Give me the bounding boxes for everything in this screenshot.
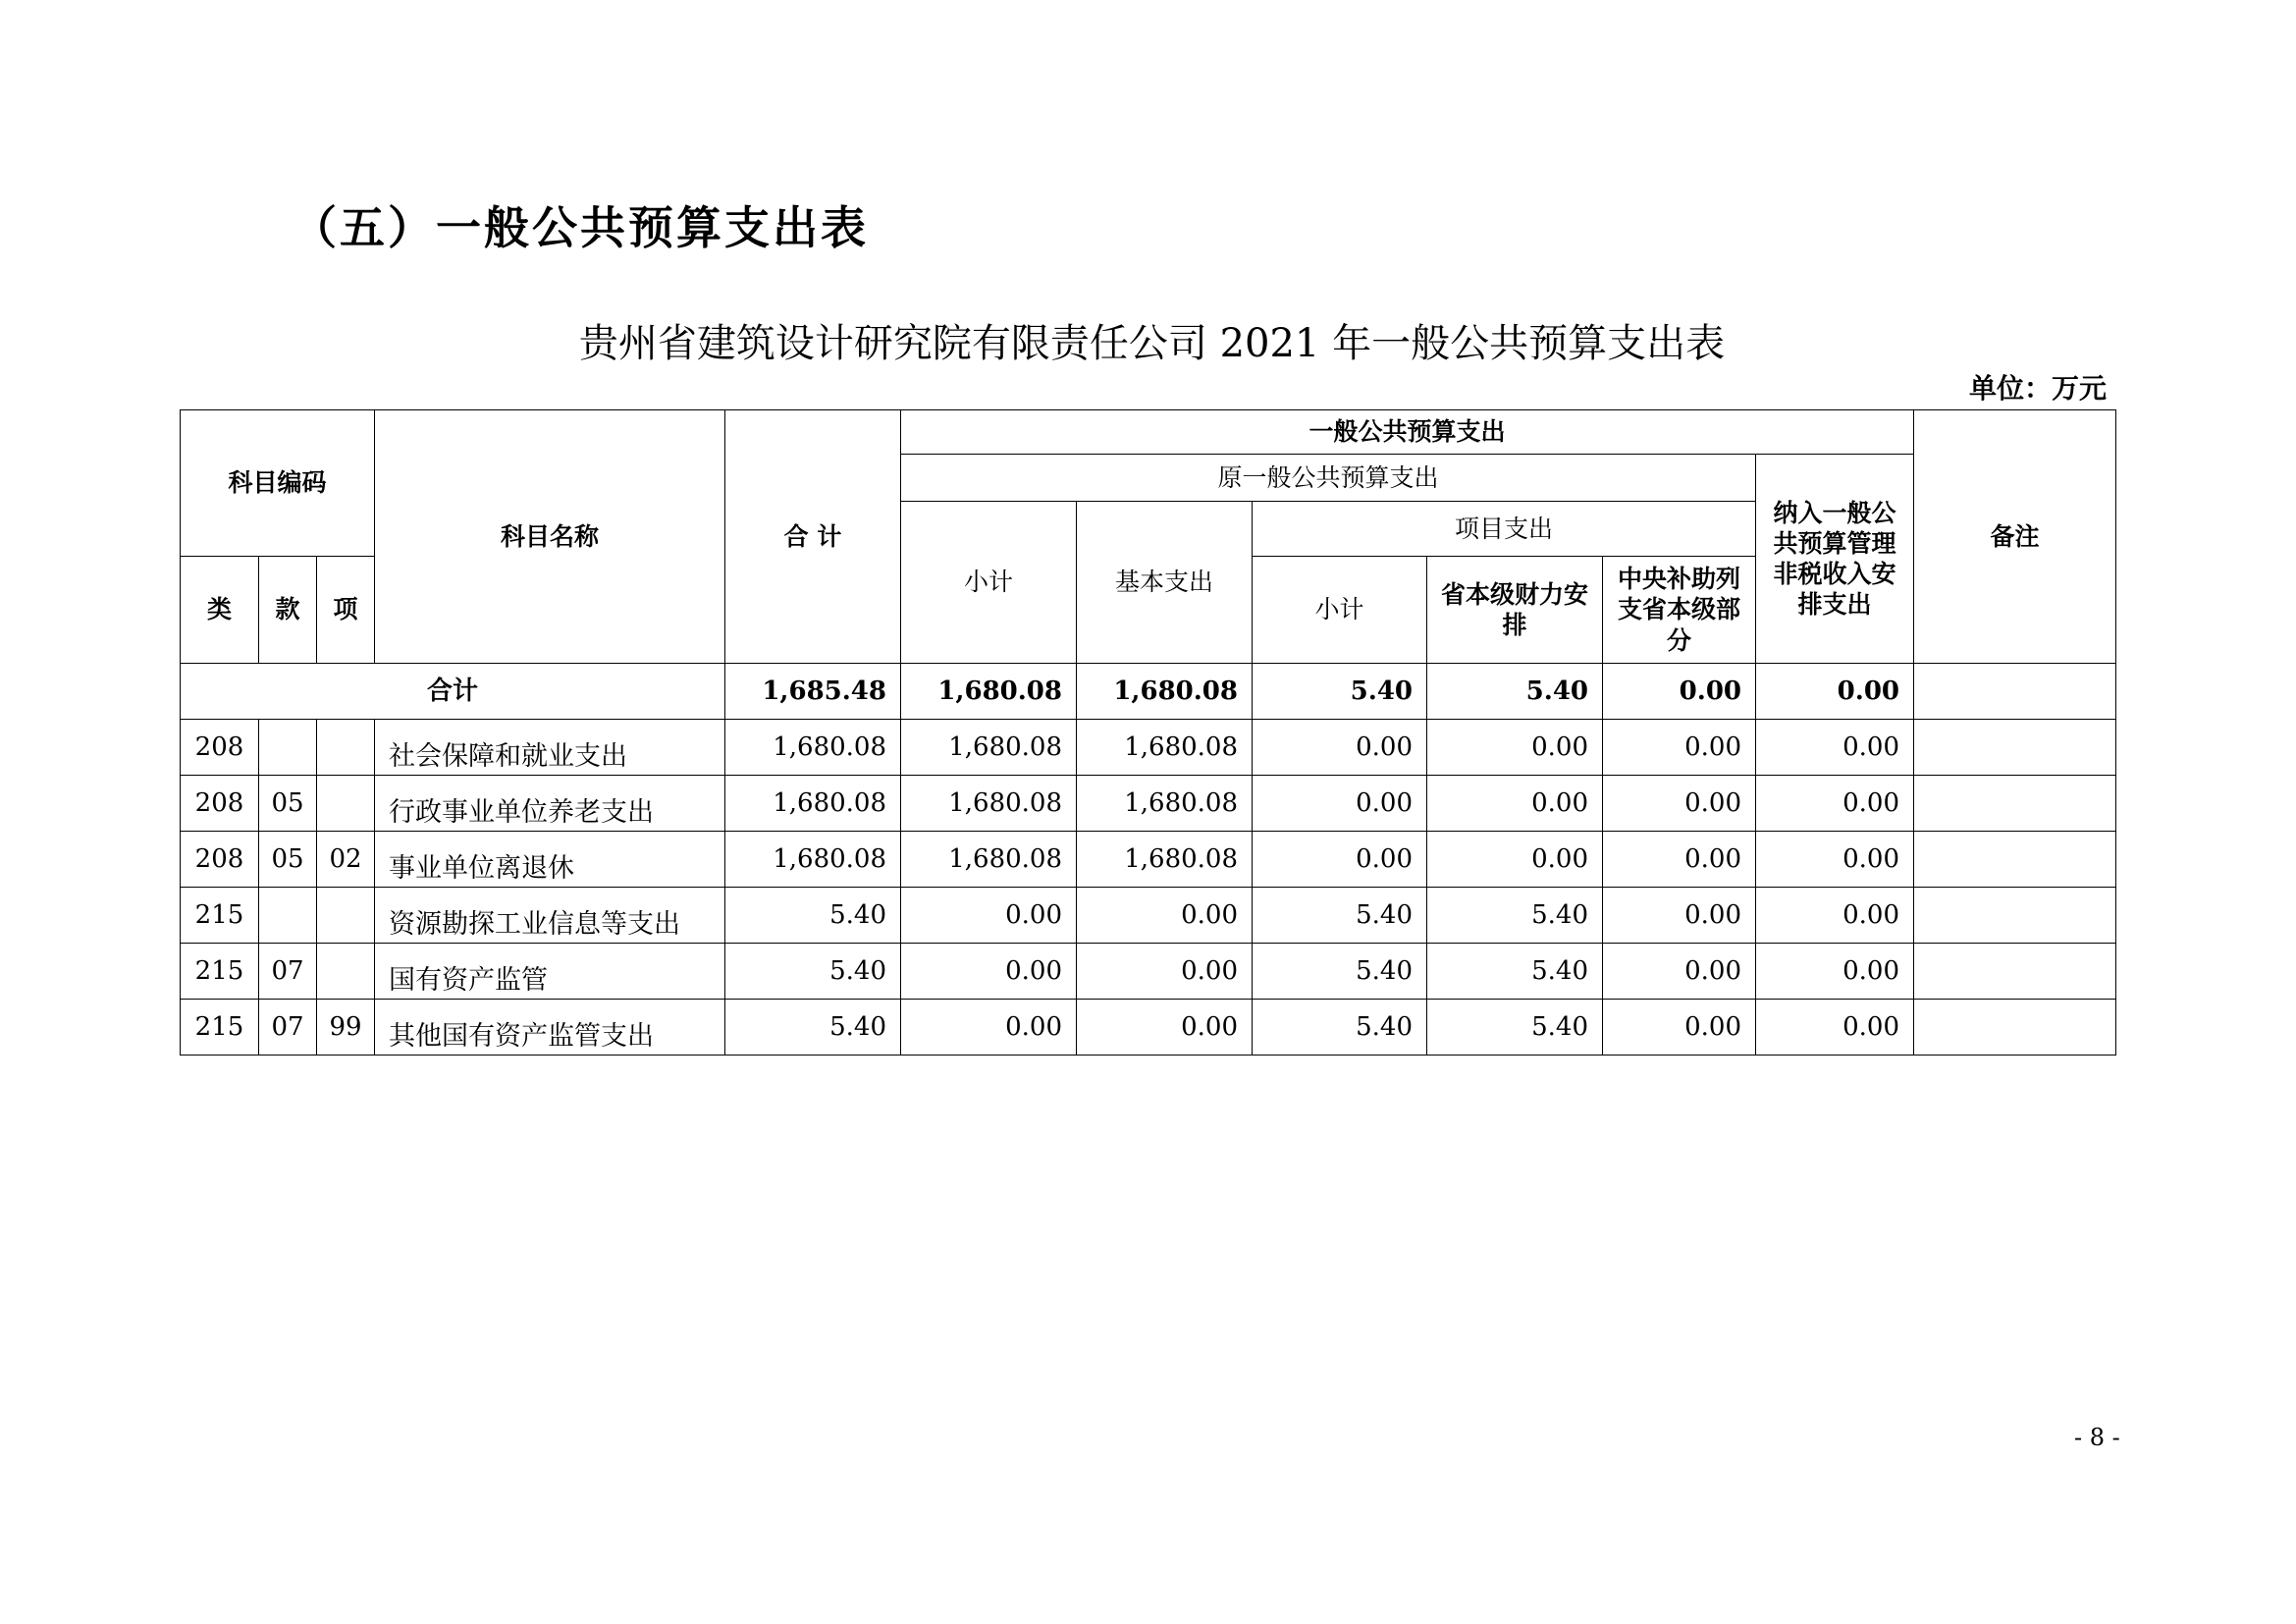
total-row-project-subtotal: 5.40 <box>1253 664 1427 720</box>
row-subject-name: 国有资产监管 <box>375 944 725 1000</box>
row-non-tax: 0.00 <box>1756 944 1914 1000</box>
table-row <box>181 832 2116 888</box>
table-header <box>181 410 2116 664</box>
row-non-tax: 0.00 <box>1756 888 1914 944</box>
page-number: - 8 - <box>2074 1424 2120 1451</box>
row-provincial: 5.40 <box>1427 888 1603 944</box>
row-basic: 0.00 <box>1077 888 1253 944</box>
row-lei: 215 <box>181 888 259 944</box>
total-row-total: 1,685.48 <box>725 664 901 720</box>
row-remarks <box>1914 944 2116 1000</box>
row-remarks <box>1914 1000 2116 1056</box>
table-row <box>181 888 2116 944</box>
row-subject-name: 其他国有资产监管支出 <box>375 1000 725 1056</box>
row-total: 1,680.08 <box>725 720 901 776</box>
total-row-subtotal: 1,680.08 <box>901 664 1077 720</box>
header-central-subsidy: 中央补助列支省本级部分 <box>1603 557 1756 664</box>
row-subtotal: 1,680.08 <box>901 720 1077 776</box>
row-subtotal: 0.00 <box>901 944 1077 1000</box>
row-xiang <box>317 888 375 944</box>
row-central: 0.00 <box>1603 888 1756 944</box>
total-row-central: 0.00 <box>1603 664 1756 720</box>
header-basic-expenditure: 基本支出 <box>1077 502 1253 664</box>
row-project-subtotal: 5.40 <box>1253 1000 1427 1056</box>
header-kuan: 款 <box>259 557 317 664</box>
row-central: 0.00 <box>1603 776 1756 832</box>
row-provincial: 0.00 <box>1427 776 1603 832</box>
row-remarks <box>1914 832 2116 888</box>
row-lei: 215 <box>181 1000 259 1056</box>
section-heading: （五）一般公共预算支出表 <box>292 201 869 254</box>
row-provincial: 0.00 <box>1427 832 1603 888</box>
row-xiang <box>317 944 375 1000</box>
header-original-general-budget: 原一般公共预算支出 <box>901 455 1756 502</box>
row-subject-name: 行政事业单位养老支出 <box>375 776 725 832</box>
table-title: 贵州省建筑设计研究院有限责任公司 2021 年一般公共预算支出表 <box>578 321 1726 366</box>
row-xiang <box>317 776 375 832</box>
row-project-subtotal: 0.00 <box>1253 776 1427 832</box>
row-kuan: 07 <box>259 944 317 1000</box>
row-subject-name: 社会保障和就业支出 <box>375 720 725 776</box>
row-project-subtotal: 5.40 <box>1253 944 1427 1000</box>
row-xiang: 99 <box>317 1000 375 1056</box>
row-provincial: 0.00 <box>1427 720 1603 776</box>
row-xiang: 02 <box>317 832 375 888</box>
row-project-subtotal: 0.00 <box>1253 720 1427 776</box>
table-row <box>181 944 2116 1000</box>
row-remarks <box>1914 720 2116 776</box>
row-subject-name: 资源勘探工业信息等支出 <box>375 888 725 944</box>
header-xiang: 项 <box>317 557 375 664</box>
header-subject-name: 科目名称 <box>375 410 725 664</box>
row-subtotal: 0.00 <box>901 1000 1077 1056</box>
row-central: 0.00 <box>1603 944 1756 1000</box>
row-kuan: 05 <box>259 776 317 832</box>
header-non-tax-income: 纳入一般公共预算管理非税收入安排支出 <box>1756 455 1914 664</box>
total-row <box>181 664 2116 720</box>
row-project-subtotal: 5.40 <box>1253 888 1427 944</box>
header-provincial-financial: 省本级财力安排 <box>1427 557 1603 664</box>
row-total: 5.40 <box>725 888 901 944</box>
row-kuan: 05 <box>259 832 317 888</box>
row-basic: 0.00 <box>1077 944 1253 1000</box>
row-project-subtotal: 0.00 <box>1253 832 1427 888</box>
row-total: 5.40 <box>725 944 901 1000</box>
row-lei: 208 <box>181 720 259 776</box>
total-row-remarks <box>1914 664 2116 720</box>
total-row-label: 合计 <box>181 664 725 720</box>
header-general-budget-expenditure: 一般公共预算支出 <box>901 410 1914 455</box>
row-remarks <box>1914 888 2116 944</box>
row-basic: 0.00 <box>1077 1000 1253 1056</box>
row-total: 5.40 <box>725 1000 901 1056</box>
row-non-tax: 0.00 <box>1756 776 1914 832</box>
total-row-basic: 1,680.08 <box>1077 664 1253 720</box>
table-row <box>181 1000 2116 1056</box>
total-row-provincial: 5.40 <box>1427 664 1603 720</box>
row-subject-name: 事业单位离退休 <box>375 832 725 888</box>
row-provincial: 5.40 <box>1427 1000 1603 1056</box>
total-row-non-tax: 0.00 <box>1756 664 1914 720</box>
row-kuan: 07 <box>259 1000 317 1056</box>
header-total: 合 计 <box>725 410 901 664</box>
row-non-tax: 0.00 <box>1756 720 1914 776</box>
row-subtotal: 0.00 <box>901 888 1077 944</box>
row-lei: 208 <box>181 776 259 832</box>
row-total: 1,680.08 <box>725 832 901 888</box>
row-kuan <box>259 888 317 944</box>
header-project-expenditure: 项目支出 <box>1253 502 1756 557</box>
row-non-tax: 0.00 <box>1756 832 1914 888</box>
budget-expenditure-table <box>180 409 2116 1056</box>
row-total: 1,680.08 <box>725 776 901 832</box>
row-central: 0.00 <box>1603 1000 1756 1056</box>
row-non-tax: 0.00 <box>1756 1000 1914 1056</box>
row-central: 0.00 <box>1603 832 1756 888</box>
row-remarks <box>1914 776 2116 832</box>
header-subject-code: 科目编码 <box>181 410 375 557</box>
row-subtotal: 1,680.08 <box>901 776 1077 832</box>
row-subtotal: 1,680.08 <box>901 832 1077 888</box>
row-basic: 1,680.08 <box>1077 720 1253 776</box>
table-row <box>181 776 2116 832</box>
row-lei: 215 <box>181 944 259 1000</box>
row-kuan <box>259 720 317 776</box>
header-lei: 类 <box>181 557 259 664</box>
row-xiang <box>317 720 375 776</box>
row-basic: 1,680.08 <box>1077 832 1253 888</box>
row-provincial: 5.40 <box>1427 944 1603 1000</box>
row-basic: 1,680.08 <box>1077 776 1253 832</box>
unit-label: 单位：万元 <box>1968 372 2107 405</box>
table-row <box>181 720 2116 776</box>
row-lei: 208 <box>181 832 259 888</box>
header-remarks: 备注 <box>1914 410 2116 664</box>
row-central: 0.00 <box>1603 720 1756 776</box>
header-project-subtotal: 小计 <box>1253 557 1427 664</box>
header-subtotal: 小计 <box>901 502 1077 664</box>
